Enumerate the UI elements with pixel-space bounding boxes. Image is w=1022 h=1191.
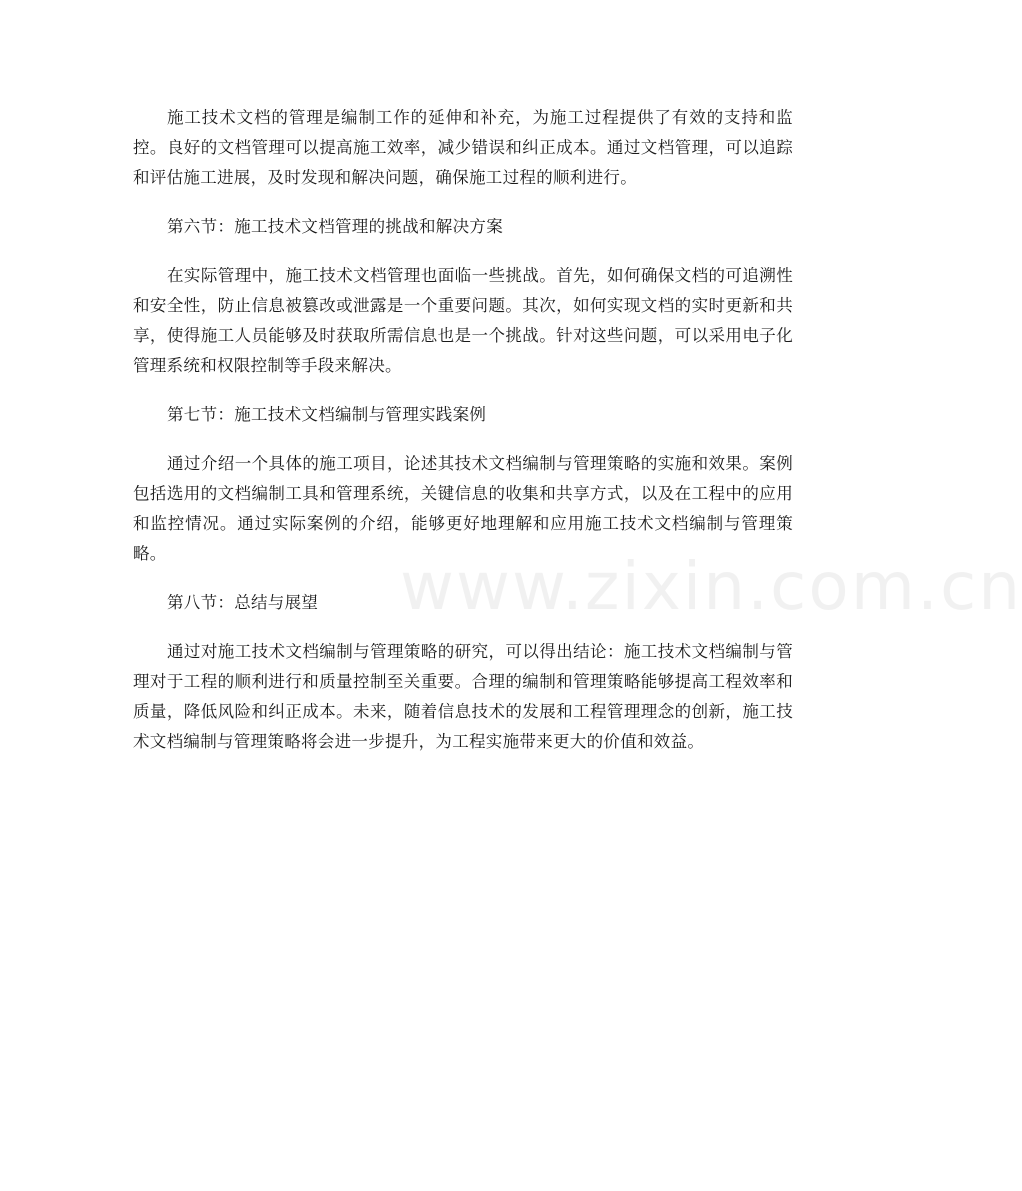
paragraph-challenges: 在实际管理中，施工技术文档管理也面临一些挑战。首先，如何确保文档的可追溯性和安全性，防止信息被篡改或泄露是一个重要问题。其次，如何实现文档的实时更新和共享，使得施工人员能够及时获取所需信息也是一个挑战。针对这些问题，可以采用电子化管理系统和权限控制等手段来解决。 — [133, 266, 793, 375]
paragraph-case-study: 通过介绍一个具体的施工项目，论述其技术文档编制与管理策略的实施和效果。案例包括选用的文档编制工具和管理系统，关键信息的收集和共享方式，以及在工程中的应用和监控情况。通过实际案例的介绍，能够更好地理解和应用施工技术文档编制与管理策略。 — [133, 454, 793, 563]
paragraph-summary: 通过对施工技术文档编制与管理策略的研究，可以得出结论：施工技术文档编制与管理对于工程的顺利进行和质量控制至关重要。合理的编制和管理策略能够提高工程效率和质量，降低风险和纠正成本。未来，随着信息技术的发展和工程管理理念的创新，施工技术文档编制与管理策略将会进一步提升，为工程实施带来更大的价值和效益。 — [133, 642, 793, 751]
section-heading-8: 第八节：总结与展望 — [167, 593, 319, 612]
section-heading-6: 第六节：施工技术文档管理的挑战和解决方案 — [167, 217, 503, 236]
document-body — [133, 103, 793, 757]
section-heading-7: 第七节：施工技术文档编制与管理实践案例 — [167, 405, 487, 424]
watermark-text: www.zixin.com.cn — [400, 548, 1022, 625]
paragraph-document-management: 施工技术文档的管理是编制工作的延伸和补充，为施工过程提供了有效的支持和监控。良好的文档管理可以提高施工效率，减少错误和纠正成本。通过文档管理，可以追踪和评估施工进展，及时发现和解决问题，确保施工过程的顺利进行。 — [133, 108, 793, 187]
